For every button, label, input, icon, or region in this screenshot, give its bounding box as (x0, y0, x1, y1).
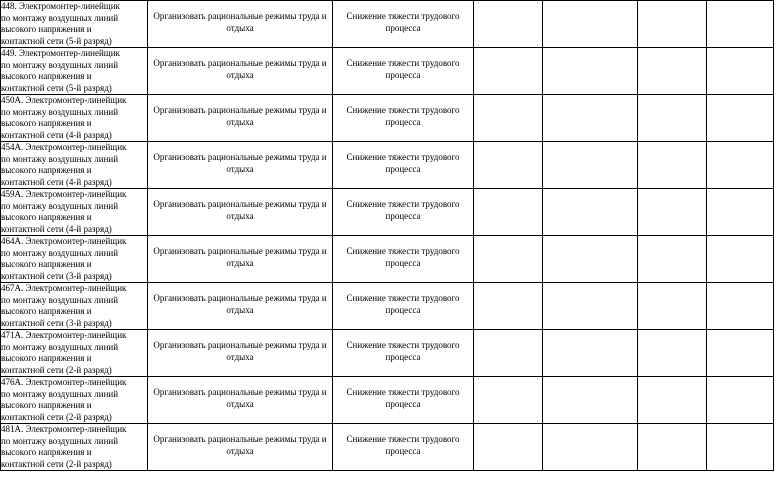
measure-cell (148, 142, 333, 189)
resources-cell (543, 142, 638, 189)
goal-cell (333, 283, 474, 330)
position-text: 454А. Электромонтер-линейщик по монтажу воздушных линий высокого напряжения и контактной сети (4-й разряд) (1, 142, 127, 187)
responsible-cell (638, 48, 707, 95)
measure-text: Организовать рациональные режимы труда и отдыха (153, 340, 327, 362)
goal-cell (333, 236, 474, 283)
position-text: 450А. Электромонтер-линейщик по монтажу воздушных линий высокого напряжения и контактной сети (4-й разряд) (1, 95, 127, 140)
measure-text: Организовать рациональные режимы труда и отдыха (153, 58, 327, 80)
position-cell (1, 142, 148, 189)
mark-cell (707, 236, 774, 283)
table-row (1, 48, 774, 95)
position-text: 481А. Электромонтер-линейщик по монтажу воздушных линий высокого напряжения и контактной сети (2-й разряд) (1, 424, 127, 469)
measure-cell (148, 189, 333, 236)
deadline-cell (474, 95, 543, 142)
mark-cell (707, 377, 774, 424)
measure-cell (148, 377, 333, 424)
resources-cell (543, 1, 638, 48)
responsible-cell (638, 283, 707, 330)
mark-cell (707, 330, 774, 377)
position-text: 471А. Электромонтер-линейщик по монтажу воздушных линий высокого напряжения и контактной сети (2-й разряд) (1, 330, 127, 375)
table-row (1, 1, 774, 48)
measure-cell (148, 236, 333, 283)
deadline-cell (474, 142, 543, 189)
position-text: 448. Электромонтер-линейщик по монтажу воздушных линий высокого напряжения и контактной сети (5-й разряд) (1, 1, 120, 46)
mark-cell (707, 283, 774, 330)
table-body (1, 1, 774, 471)
goal-text: Снижение тяжести трудового процесса (346, 105, 460, 127)
position-cell (1, 377, 148, 424)
measure-text: Организовать рациональные режимы труда и отдыха (153, 293, 327, 315)
goal-text: Снижение тяжести трудового процесса (346, 340, 460, 362)
mark-cell (707, 48, 774, 95)
position-cell (1, 48, 148, 95)
goal-cell (333, 142, 474, 189)
resources-cell (543, 283, 638, 330)
goal-text: Снижение тяжести трудового процесса (346, 199, 460, 221)
position-cell (1, 189, 148, 236)
table-row (1, 189, 774, 236)
measure-text: Организовать рациональные режимы труда и отдыха (153, 105, 327, 127)
measure-text: Организовать рациональные режимы труда и отдыха (153, 199, 327, 221)
deadline-cell (474, 283, 543, 330)
position-text: 459А. Электромонтер-линейщик по монтажу воздушных линий высокого напряжения и контактной сети (4-й разряд) (1, 189, 127, 234)
measure-text: Организовать рациональные режимы труда и отдыха (153, 434, 327, 456)
measure-cell (148, 330, 333, 377)
position-cell (1, 95, 148, 142)
table-row (1, 95, 774, 142)
resources-cell (543, 424, 638, 471)
measure-cell (148, 424, 333, 471)
deadline-cell (474, 424, 543, 471)
measure-cell (148, 95, 333, 142)
measure-text: Организовать рациональные режимы труда и отдыха (153, 246, 327, 268)
position-cell (1, 236, 148, 283)
goal-cell (333, 95, 474, 142)
position-cell (1, 283, 148, 330)
measure-cell (148, 48, 333, 95)
responsible-cell (638, 142, 707, 189)
responsible-cell (638, 95, 707, 142)
resources-cell (543, 377, 638, 424)
goal-cell (333, 377, 474, 424)
position-cell (1, 424, 148, 471)
deadline-cell (474, 1, 543, 48)
responsible-cell (638, 330, 707, 377)
goal-cell (333, 48, 474, 95)
responsible-cell (638, 236, 707, 283)
goal-text: Снижение тяжести трудового процесса (346, 246, 460, 268)
resources-cell (543, 236, 638, 283)
table-row (1, 377, 774, 424)
deadline-cell (474, 330, 543, 377)
goal-cell (333, 330, 474, 377)
responsible-cell (638, 424, 707, 471)
goal-text: Снижение тяжести трудового процесса (346, 11, 460, 33)
goal-text: Снижение тяжести трудового процесса (346, 387, 460, 409)
resources-cell (543, 48, 638, 95)
mark-cell (707, 1, 774, 48)
mark-cell (707, 95, 774, 142)
goal-text: Снижение тяжести трудового процесса (346, 58, 460, 80)
table-row (1, 330, 774, 377)
table-row (1, 236, 774, 283)
goal-text: Снижение тяжести трудового процесса (346, 434, 460, 456)
goal-cell (333, 424, 474, 471)
goal-text: Снижение тяжести трудового процесса (346, 293, 460, 315)
mark-cell (707, 189, 774, 236)
table-row (1, 283, 774, 330)
responsible-cell (638, 189, 707, 236)
responsible-cell (638, 1, 707, 48)
measure-cell (148, 283, 333, 330)
goal-cell (333, 1, 474, 48)
deadline-cell (474, 377, 543, 424)
measure-text: Организовать рациональные режимы труда и отдыха (153, 11, 327, 33)
position-text: 449. Электромонтер-линейщик по монтажу воздушных линий высокого напряжения и контактной сети (5-й разряд) (1, 48, 120, 93)
position-cell (1, 1, 148, 48)
goal-cell (333, 189, 474, 236)
position-text: 467А. Электромонтер-линейщик по монтажу воздушных линий высокого напряжения и контактной сети (3-й разряд) (1, 283, 127, 328)
measure-cell (148, 1, 333, 48)
measure-text: Организовать рациональные режимы труда и отдыха (153, 387, 327, 409)
deadline-cell (474, 48, 543, 95)
table-row (1, 424, 774, 471)
position-cell (1, 330, 148, 377)
resources-cell (543, 330, 638, 377)
position-text: 476А. Электромонтер-линейщик по монтажу воздушных линий высокого напряжения и контактной сети (2-й разряд) (1, 377, 127, 422)
responsible-cell (638, 377, 707, 424)
deadline-cell (474, 189, 543, 236)
deadline-cell (474, 236, 543, 283)
resources-cell (543, 95, 638, 142)
measure-text: Организовать рациональные режимы труда и отдыха (153, 152, 327, 174)
resources-cell (543, 189, 638, 236)
mark-cell (707, 142, 774, 189)
mark-cell (707, 424, 774, 471)
table-row (1, 142, 774, 189)
goal-text: Снижение тяжести трудового процесса (346, 152, 460, 174)
position-text: 464А. Электромонтер-линейщик по монтажу воздушных линий высокого напряжения и контактной сети (3-й разряд) (1, 236, 127, 281)
